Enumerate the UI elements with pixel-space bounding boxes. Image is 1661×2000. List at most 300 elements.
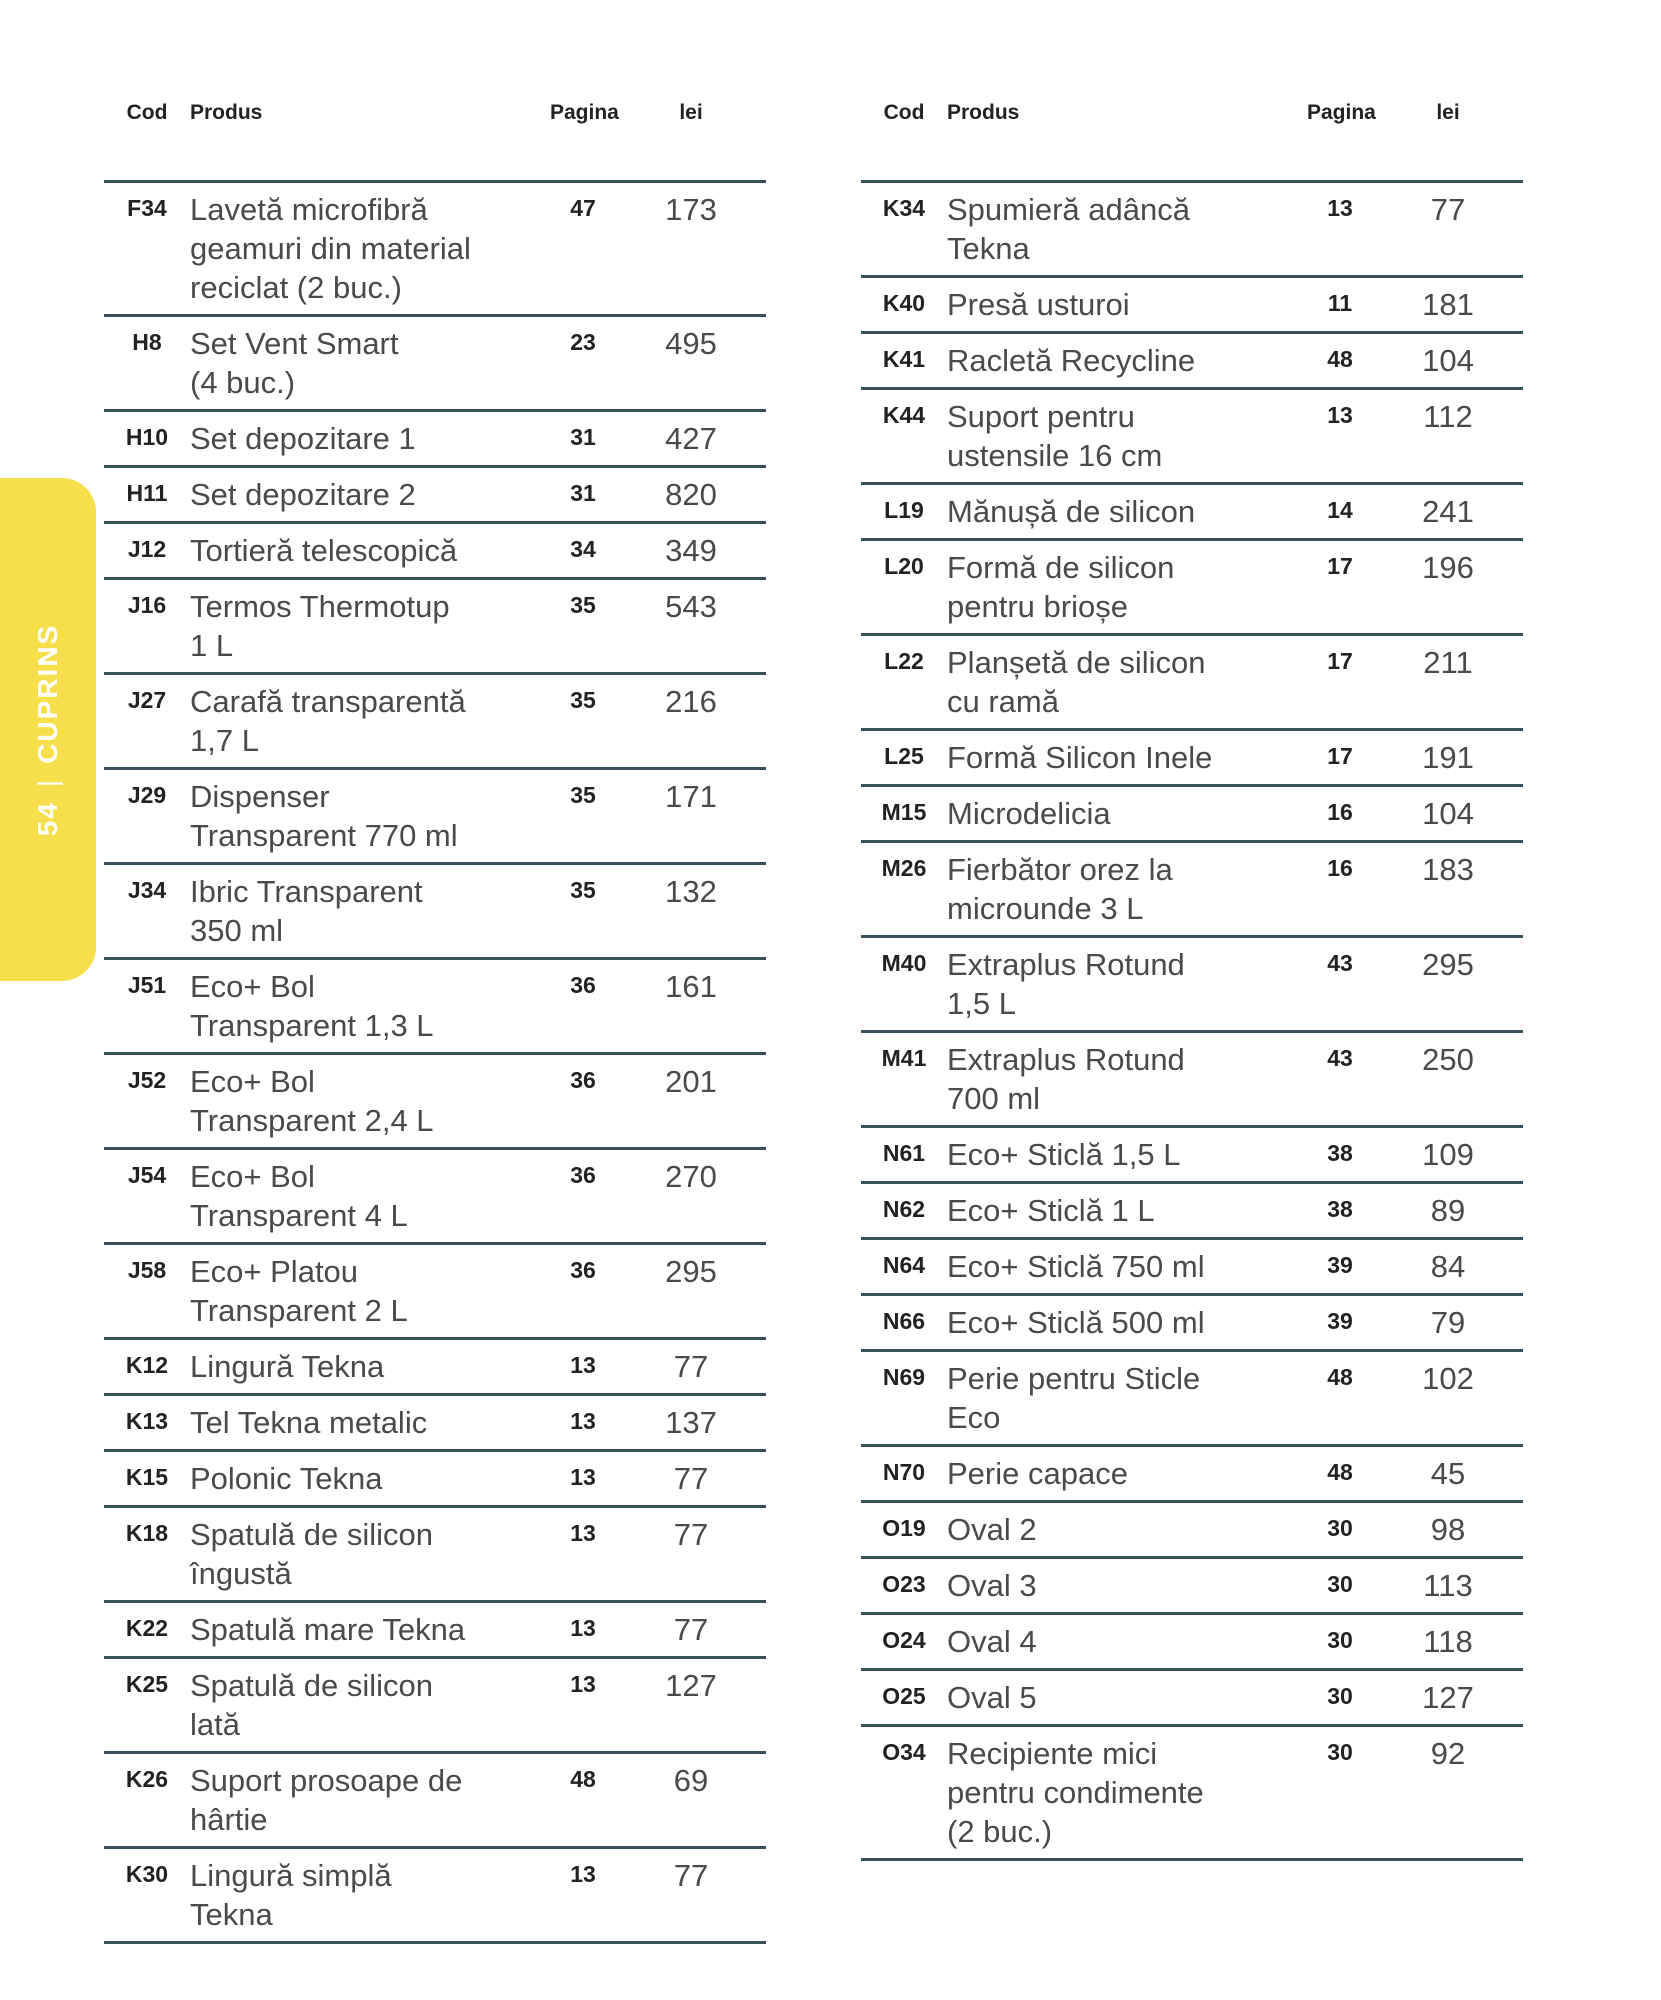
table-row [104, 675, 766, 770]
product-name [190, 1062, 550, 1140]
table-row [861, 938, 1523, 1033]
price-lei: 69 [673, 1763, 709, 1798]
product-name-line: Eco+ Sticlă 1,5 L [947, 1137, 1181, 1172]
price-lei: 92 [1430, 1736, 1466, 1771]
product-name-line: îngustă [190, 1556, 292, 1591]
catalog-page: 30 [1327, 1571, 1353, 1597]
product-name-line: Tel Tekna metalic [190, 1405, 428, 1440]
product-name-line: Tekna [190, 1897, 273, 1932]
table-row [861, 390, 1523, 485]
table-row [861, 787, 1523, 843]
product-name-line: Set Vent Smart [190, 326, 399, 361]
price-lei: 295 [1422, 947, 1474, 982]
price-lei: 173 [665, 192, 717, 227]
product-name [190, 1761, 550, 1839]
product-name-line: pentru condimente [947, 1775, 1204, 1810]
price-lei: 241 [1422, 494, 1474, 529]
catalog-page: 30 [1327, 1515, 1353, 1541]
product-name-line: Eco+ Sticlă 1 L [947, 1193, 1155, 1228]
product-code: O19 [882, 1515, 926, 1541]
product-name [947, 397, 1307, 475]
product-code: N62 [882, 1196, 926, 1222]
table-row [861, 485, 1523, 541]
catalog-page: 35 [570, 782, 596, 808]
price-lei: 112 [1423, 399, 1473, 434]
product-name-line: Planșetă de silicon [947, 645, 1206, 680]
right-table [861, 96, 1523, 1861]
table-row [104, 317, 766, 412]
product-name-line: Eco [947, 1400, 1001, 1435]
catalog-page: 47 [570, 195, 596, 221]
price-lei: 191 [1422, 740, 1474, 775]
product-code: K15 [125, 1464, 169, 1490]
product-code: N61 [882, 1140, 926, 1166]
product-name-line: Termos Thermotup [190, 589, 450, 624]
product-name [190, 1459, 550, 1498]
product-name-line: Spatulă de silicon [190, 1517, 433, 1552]
price-lei: 295 [665, 1254, 717, 1289]
catalog-page: 13 [570, 1464, 596, 1490]
table-row [861, 731, 1523, 787]
section-side-tab-label [32, 624, 64, 836]
price-lei: 77 [673, 1349, 709, 1384]
product-name-line: Eco+ Bol [190, 1064, 315, 1099]
product-name [190, 1403, 550, 1442]
price-lei: 216 [665, 684, 717, 719]
catalog-page: 35 [570, 592, 596, 618]
catalog-page: 48 [1327, 1459, 1353, 1485]
table-row [861, 278, 1523, 334]
product-name-line: Spumieră adâncă [947, 192, 1190, 227]
product-name-line: Transparent 770 ml [190, 818, 458, 853]
product-name [947, 850, 1307, 928]
table-row [104, 183, 766, 317]
catalog-page: 43 [1327, 950, 1353, 976]
product-name [947, 1247, 1307, 1286]
catalog-page: 35 [570, 687, 596, 713]
table-row [104, 1659, 766, 1754]
catalog-page: 48 [1327, 1364, 1353, 1390]
table-row [861, 1128, 1523, 1184]
table-row [104, 1849, 766, 1944]
product-name-line: Oval 3 [947, 1568, 1037, 1603]
catalog-page: 36 [570, 1257, 596, 1283]
price-lei: 181 [1422, 287, 1474, 322]
product-code: H8 [132, 329, 162, 355]
catalog-page: 31 [570, 424, 596, 450]
price-lei: 102 [1422, 1361, 1474, 1396]
table-row [104, 1245, 766, 1340]
table-row [861, 1559, 1523, 1615]
product-name [190, 1610, 550, 1649]
product-name-line: Perie capace [947, 1456, 1128, 1491]
product-name [190, 1666, 550, 1744]
product-name [947, 945, 1307, 1023]
product-name-line: Eco+ Bol [190, 969, 315, 1004]
table-row [861, 1240, 1523, 1296]
product-code: J52 [127, 1067, 167, 1093]
catalog-page: 17 [1327, 648, 1353, 674]
product-name-line: Eco+ Sticlă 500 ml [947, 1305, 1205, 1340]
product-code: H10 [125, 424, 169, 450]
table-row [861, 1033, 1523, 1128]
product-name [947, 1191, 1307, 1230]
catalog-page: 30 [1327, 1739, 1353, 1765]
product-name-line: Transparent 1,3 L [190, 1008, 434, 1043]
product-name-line: 1,7 L [190, 723, 259, 758]
price-lei: 84 [1430, 1249, 1466, 1284]
price-lei: 77 [1430, 192, 1466, 227]
catalog-page: 13 [570, 1671, 596, 1697]
product-name [947, 1510, 1307, 1549]
catalog-page: 39 [1327, 1308, 1353, 1334]
catalog-page: 11 [1327, 290, 1353, 316]
product-name-line: 1 L [190, 628, 234, 663]
product-name [947, 190, 1307, 268]
product-code: J16 [127, 592, 167, 618]
table-row [104, 865, 766, 960]
table-row [861, 843, 1523, 938]
product-code: K12 [125, 1352, 169, 1378]
table-row [104, 1055, 766, 1150]
price-lei: 77 [673, 1612, 709, 1647]
price-lei: 89 [1430, 1193, 1466, 1228]
product-code: N66 [882, 1308, 926, 1334]
product-name [190, 1252, 550, 1330]
catalog-page: 13 [1327, 402, 1353, 428]
product-name-line: Presă usturoi [947, 287, 1130, 322]
product-name-line: Polonic Tekna [190, 1461, 383, 1496]
product-name-line: Fierbător orez la [947, 852, 1173, 887]
product-code: K18 [125, 1520, 169, 1546]
table-row [861, 636, 1523, 731]
product-code: L19 [884, 497, 924, 523]
product-name-line: Set depozitare 1 [190, 421, 416, 456]
product-code: K26 [125, 1766, 169, 1792]
table-row [104, 412, 766, 468]
product-code: J58 [127, 1257, 167, 1283]
price-lei: 132 [665, 874, 717, 909]
catalog-page: 36 [570, 1067, 596, 1093]
table-row [104, 1340, 766, 1396]
product-name-line: Spatulă mare Tekna [190, 1612, 466, 1647]
left-table-header [104, 96, 766, 130]
product-name [947, 643, 1307, 721]
table-row [104, 1150, 766, 1245]
price-lei: 495 [665, 326, 717, 361]
catalog-page: 38 [1327, 1196, 1353, 1222]
table-row [104, 580, 766, 675]
product-name-line: ustensile 16 cm [947, 438, 1163, 473]
price-lei: 113 [1423, 1568, 1473, 1603]
catalog-page: 38 [1327, 1140, 1353, 1166]
product-name-line: hârtie [190, 1802, 268, 1837]
product-name-line: Formă Silicon Inele [947, 740, 1213, 775]
catalog-page: 39 [1327, 1252, 1353, 1278]
product-name [190, 1515, 550, 1593]
product-name [947, 492, 1307, 531]
product-name-line: Oval 4 [947, 1624, 1037, 1659]
product-code: O25 [882, 1683, 926, 1709]
table-row [104, 960, 766, 1055]
table-row [861, 1727, 1523, 1861]
product-name-line: Eco+ Platou [190, 1254, 359, 1289]
price-lei: 127 [1422, 1680, 1474, 1715]
table-row [861, 541, 1523, 636]
right-table-header [861, 96, 1523, 130]
product-name-line: Set depozitare 2 [190, 477, 416, 512]
price-lei: 270 [665, 1159, 717, 1194]
product-name-line: Lingură Tekna [190, 1349, 385, 1384]
product-name-line: lată [190, 1707, 240, 1742]
product-code: M15 [881, 799, 927, 825]
product-name [947, 794, 1307, 833]
price-lei: 196 [1422, 550, 1474, 585]
catalog-page: 34 [570, 536, 596, 562]
product-code: N64 [882, 1252, 926, 1278]
product-name [190, 777, 550, 855]
left-table-body [104, 180, 766, 1944]
catalog-page: 17 [1327, 743, 1353, 769]
product-code: H11 [126, 480, 168, 506]
product-name [190, 190, 550, 307]
price-lei: 79 [1430, 1305, 1466, 1340]
table-row [861, 1447, 1523, 1503]
product-name [947, 1135, 1307, 1174]
catalog-page: 16 [1327, 799, 1353, 825]
product-name-line: Recipiente mici [947, 1736, 1158, 1771]
product-name-line: 1,5 L [947, 986, 1016, 1021]
product-name-line: 700 ml [947, 1081, 1041, 1116]
header-price: lei [679, 101, 703, 124]
product-code: M26 [881, 855, 927, 881]
table-row [861, 1503, 1523, 1559]
product-name-line: Suport prosoape de [190, 1763, 463, 1798]
product-code: J54 [127, 1162, 167, 1188]
catalog-page: 48 [1327, 346, 1353, 372]
product-name [947, 1734, 1307, 1851]
product-name-line: reciclat (2 buc.) [190, 270, 402, 305]
product-name-line: Lavetă microfibră [190, 192, 428, 227]
product-name-line: Eco+ Bol [190, 1159, 315, 1194]
table-row [104, 770, 766, 865]
page-number: 54 [32, 801, 63, 837]
product-name [947, 548, 1307, 626]
product-name-line: Tekna [947, 231, 1030, 266]
product-name [190, 1856, 550, 1934]
product-code: M40 [881, 950, 927, 976]
table-row [861, 1352, 1523, 1447]
price-lei: 77 [673, 1461, 709, 1496]
catalog-page: 13 [570, 1615, 596, 1641]
product-name-line: Extraplus Rotund [947, 1042, 1185, 1077]
product-name [190, 475, 550, 514]
product-name [190, 531, 550, 570]
price-lei: 127 [665, 1668, 717, 1703]
product-code: J27 [127, 687, 167, 713]
price-lei: 183 [1422, 852, 1474, 887]
left-table [104, 96, 766, 1944]
price-lei: 77 [673, 1858, 709, 1893]
price-lei: 820 [665, 477, 717, 512]
product-name [947, 1622, 1307, 1661]
table-row [104, 1603, 766, 1659]
catalog-page: 30 [1327, 1627, 1353, 1653]
product-name-line: Oval 2 [947, 1512, 1037, 1547]
price-lei: 250 [1422, 1042, 1474, 1077]
table-row [104, 1396, 766, 1452]
catalog-page: 13 [570, 1408, 596, 1434]
price-lei: 171 [665, 779, 717, 814]
product-code: J51 [127, 972, 167, 998]
product-name-line: Oval 5 [947, 1680, 1037, 1715]
product-name [190, 967, 550, 1045]
catalog-page: 13 [570, 1861, 596, 1887]
product-name-line: Transparent 4 L [190, 1198, 408, 1233]
product-name-line: (2 buc.) [947, 1814, 1053, 1849]
product-name [947, 738, 1307, 777]
product-name [947, 1566, 1307, 1605]
product-code: O23 [882, 1571, 926, 1597]
product-code: N69 [882, 1364, 926, 1390]
product-code: J29 [127, 782, 167, 808]
header-page: Pagina [550, 101, 619, 124]
catalog-page: 36 [570, 1162, 596, 1188]
table-row [861, 1296, 1523, 1352]
product-code: K30 [125, 1861, 169, 1887]
product-name-line: 350 ml [190, 913, 284, 948]
right-table-body [861, 180, 1523, 1861]
product-name-line: Carafă transparentă [190, 684, 466, 719]
product-name [947, 1303, 1307, 1342]
header-price: lei [1436, 101, 1460, 124]
price-lei: 201 [665, 1064, 717, 1099]
product-name-line: Mănușă de silicon [947, 494, 1196, 529]
catalog-page: 36 [570, 972, 596, 998]
product-code: O34 [882, 1739, 926, 1765]
product-code: L25 [884, 743, 924, 769]
product-code: K22 [125, 1615, 169, 1641]
product-name [947, 285, 1307, 324]
product-name [190, 682, 550, 760]
product-name-line: Transparent 2 L [190, 1293, 408, 1328]
header-code: Cod [126, 101, 168, 124]
product-code: F34 [127, 195, 167, 221]
product-code: J12 [127, 536, 167, 562]
product-code: N70 [882, 1459, 926, 1485]
catalog-page: 48 [570, 1766, 596, 1792]
product-name-line: Tortieră telescopică [190, 533, 458, 568]
product-code: O24 [882, 1627, 926, 1653]
table-row [861, 1615, 1523, 1671]
table-row [861, 183, 1523, 278]
product-name-line: Spatulă de silicon [190, 1668, 433, 1703]
product-name-line: Ibric Transparent [190, 874, 423, 909]
product-name-line: Formă de silicon [947, 550, 1175, 585]
catalog-page: 14 [1327, 497, 1353, 523]
product-code: M41 [881, 1045, 927, 1071]
product-code: L20 [884, 553, 924, 579]
product-name-line: microunde 3 L [947, 891, 1144, 926]
product-name [947, 1678, 1307, 1717]
product-code: L22 [884, 648, 924, 674]
product-code: K44 [882, 402, 926, 428]
product-code: K13 [125, 1408, 169, 1434]
catalog-page: 13 [570, 1520, 596, 1546]
catalog-page: 23 [570, 329, 596, 355]
price-lei: 45 [1430, 1456, 1466, 1491]
product-name [947, 1040, 1307, 1118]
price-lei: 109 [1422, 1137, 1474, 1172]
price-lei: 211 [1423, 645, 1473, 680]
product-code: K25 [125, 1671, 169, 1697]
catalog-page: 35 [570, 877, 596, 903]
product-name-line: Eco+ Sticlă 750 ml [947, 1249, 1205, 1284]
header-page: Pagina [1307, 101, 1376, 124]
price-lei: 98 [1430, 1512, 1466, 1547]
product-name-line: Dispenser [190, 779, 330, 814]
product-name [947, 1454, 1307, 1493]
product-name-line: Perie pentru Sticle [947, 1361, 1201, 1396]
product-name [190, 872, 550, 950]
catalog-page: 13 [570, 1352, 596, 1378]
catalog-page: 43 [1327, 1045, 1353, 1071]
product-name-line: geamuri din material [190, 231, 471, 266]
product-name-line: Suport pentru [947, 399, 1135, 434]
header-product: Produs [947, 101, 1020, 124]
price-lei: 543 [665, 589, 717, 624]
product-name-line: Lingură simplă [190, 1858, 392, 1893]
product-name-line: (4 buc.) [190, 365, 296, 400]
price-lei: 161 [665, 969, 717, 1004]
price-lei: 427 [665, 421, 717, 456]
product-code: K34 [882, 195, 926, 221]
product-name-line: pentru brioșe [947, 589, 1128, 624]
tab-separator: | [32, 777, 63, 788]
product-name [190, 1157, 550, 1235]
product-name [190, 587, 550, 665]
table-row [861, 1184, 1523, 1240]
catalog-page: 17 [1327, 553, 1353, 579]
product-name [947, 1359, 1307, 1437]
product-code: K40 [882, 290, 926, 316]
header-code: Cod [883, 101, 925, 124]
section-title: CUPRINS [32, 623, 63, 764]
table-row [104, 1508, 766, 1603]
table-row [104, 1754, 766, 1849]
header-product: Produs [190, 101, 263, 124]
product-name-line: Extraplus Rotund [947, 947, 1185, 982]
price-lei: 104 [1422, 796, 1474, 831]
table-row [104, 524, 766, 580]
product-name-line: Racletă Recycline [947, 343, 1196, 378]
price-lei: 349 [665, 533, 717, 568]
price-lei: 104 [1422, 343, 1474, 378]
table-row [861, 1671, 1523, 1727]
catalog-page: 30 [1327, 1683, 1353, 1709]
price-lei: 137 [665, 1405, 717, 1440]
table-row [104, 468, 766, 524]
table-row [861, 334, 1523, 390]
catalog-page: 16 [1327, 855, 1353, 881]
price-lei: 77 [673, 1517, 709, 1552]
product-name [190, 419, 550, 458]
product-name [190, 1347, 550, 1386]
product-code: K41 [882, 346, 926, 372]
product-name-line: Microdelicia [947, 796, 1111, 831]
product-code: J34 [127, 877, 167, 903]
product-name [190, 324, 550, 402]
